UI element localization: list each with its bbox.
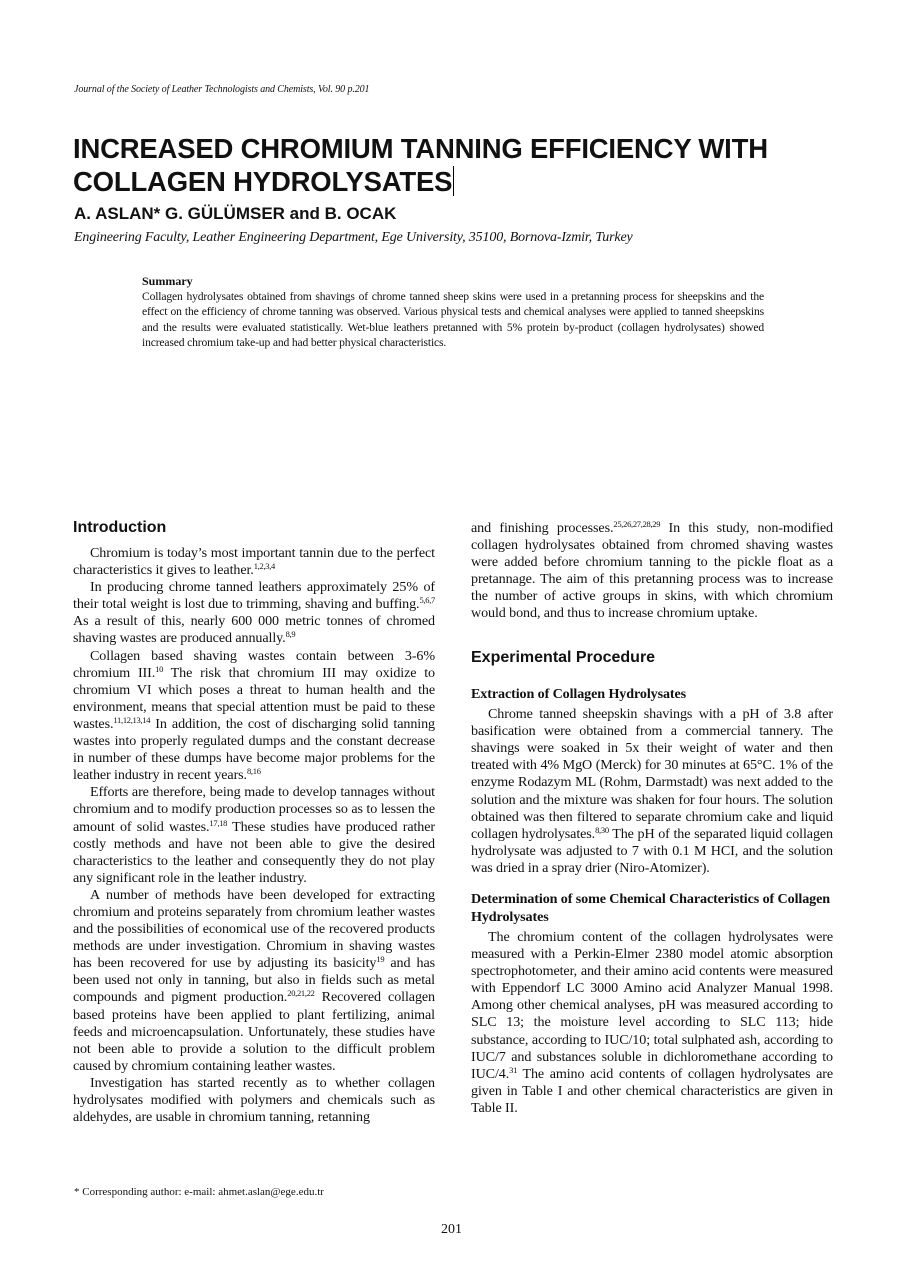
intro-paragraph-2 — [73, 579, 435, 647]
extraction-paragraph — [471, 706, 833, 877]
citation: 11,12,13,14 — [113, 714, 151, 725]
affiliation: Engineering Faculty, Leather Engineering Department, Ege University, 35100, Bornova-Izmir, Turkey — [74, 230, 633, 245]
citation: 8,16 — [246, 766, 261, 777]
summary-heading: Summary — [142, 274, 193, 288]
paragraph-text: Recovered collagen based proteins have been applied to plant fertilizing, animal feeds and microencapsulation. Unfortunately, these studies have not been able to provide a solution to the difficult problem caused by chromium containing leather wastes. — [73, 989, 435, 1074]
determination-heading: Determination of some Chemical Characteristics of Collagen Hydrolysates — [471, 891, 830, 925]
citation: 8,9 — [285, 629, 296, 640]
intro-paragraph-3 — [73, 648, 435, 785]
paragraph-text: The chromium content of the collagen hydrolysates were measured with a Perkin-Elmer 2380 model atomic absorption spectrophotometer, and their amino acid contents were measured with Eppendorf LC 3000 Amino acid Analyzer Manual 1998. Among other chemical analyses, pH was measured according to SLC 13; the moisture level according to SLC 113; hide substance, according to IUC/10; total sulphated ash, according to IUC/7 and substances soluble in dichloromethane according to IUC/4. — [471, 929, 833, 1082]
paragraph-text: Chrome tanned sheepskin shavings with a pH of 3.8 after basification were obtained from a commercial tannery. The shavings were soaked in 5x their weight of water and then treated with 4% MgO (Merck) for 30 minutes at 65°C. 1% of the enzyme Rodazym ML (Rohm, Darmstadt) was next added to the solution and the mixture was shaken for four hours. The solution obtained was then filtered to separate chromium cake and liquid collagen hydrolysates. — [471, 706, 833, 842]
citation: 5,6,7 — [419, 595, 435, 606]
paragraph-text: The amino acid contents of collagen hydrolysates are given in Table I and other chemical characteristics are given in Table II. — [471, 1065, 833, 1116]
paragraph-text: Collagen based shaving wastes contain between 3-6% chromium III. — [73, 647, 435, 681]
text-cursor — [453, 166, 454, 196]
paragraph-text: and finishing processes. — [471, 520, 614, 536]
citation: 31 — [509, 1064, 518, 1075]
intro-paragraph-1 — [73, 545, 435, 579]
title-line-1: INCREASED CHROMIUM TANNING EFFICIENCY WITH — [73, 133, 768, 164]
introduction-heading: Introduction — [73, 519, 167, 536]
determination-paragraph — [471, 929, 833, 1117]
citation: 1,2,3,4 — [253, 561, 276, 572]
citation: 17,18 — [209, 817, 228, 828]
summary-text: Collagen hydrolysates obtained from shavings of chrome tanned sheep skins were used in a pretanning process for sheepskins and the effect on the efficiency of chrome tanning was observed. Various physical tests and chemical analyses were applied to tanned sheepskins and the results were evaluated statistically. Wet-blue leathers pretanned with 5% protein by-product (collagen hydrolysates) showed increased chromium take-up and had better physical characteristics. — [142, 290, 764, 349]
intro-paragraph-6 — [73, 1075, 435, 1126]
paragraph-text: and has been used not only in tanning, but also in fields such as metal compounds and pigment production. — [73, 955, 435, 1006]
citation: 8,30 — [595, 824, 609, 835]
running-head: Journal of the Society of Leather Technologists and Chemists, Vol. 90 p.201 — [74, 84, 370, 95]
page-number: 201 — [441, 1222, 462, 1237]
intro-paragraph-5 — [73, 887, 435, 1075]
paragraph-text: The risk that chromium III may oxidize to chromium VI which poses a threat to human health and the environment, means that special attention must be paid to these wastes. — [73, 664, 435, 732]
paragraph-text: These studies have produced rather costly methods and have not been able to give the desired characteristics to the leather and consequently they do not play any significant role in the leather industry. — [73, 818, 435, 886]
experimental-heading: Experimental Procedure — [471, 648, 656, 666]
corresponding-author-footnote: * Corresponding author: e-mail: ahmet.aslan@ege.edu.tr — [74, 1186, 324, 1198]
paragraph-text: Chromium is today’s most important tannin due to the perfect characteristics it gives to leather. — [73, 545, 435, 579]
paragraph-text: In producing chrome tanned leathers approximately 25% of their total weight is lost due to trimming, shaving and buffing. — [73, 579, 435, 613]
intro-paragraph-4 — [73, 784, 435, 887]
paragraph-text: In addition, the cost of discharging solid tanning wastes into properly regulated dumps and the constant decrease in number of these dumps have become major problems for the leather industry in recent years. — [73, 715, 435, 784]
citation: 20,21,22 — [287, 988, 315, 999]
paragraph-text: A number of methods have been developed for extracting chromium and proteins separately from chromium leather wastes and the possibilities of economical use of the recovered products methods are under investigation. Chromium in shaving wastes has been recovered for use by adjusting its basicity — [73, 886, 435, 972]
paragraph-text: In this study, non-modified collagen hydrolysates obtained from chromed shaving wastes were added before chromium tanning to the pickle float as a pretannage. The aim of this pretanning process was to increase the number of active groups in skins, with which chromium would bond, and thus to increase chromium uptake. — [471, 520, 834, 622]
paragraph-text: As a result of this, nearly 600 000 metric tonnes of chromed shaving wastes are produced annually. — [73, 613, 435, 647]
left-column — [73, 518, 435, 1126]
paragraph-text: Efforts are therefore, being made to develop tannages without chromium and to modify production processes so as to lessen the amount of solid wastes. — [73, 784, 435, 835]
right-column — [471, 520, 833, 1117]
extraction-heading: Extraction of Collagen Hydrolysates — [471, 685, 687, 702]
citation: 19 — [376, 954, 385, 965]
article-title — [73, 132, 833, 198]
summary-block — [142, 274, 764, 350]
citation: 25,26,27,28,29 — [613, 519, 661, 529]
citation: 10 — [155, 663, 164, 674]
intro-continuation — [471, 520, 833, 623]
paragraph-text: Investigation has started recently as to whether collagen hydrolysates modified with polymers and chemicals such as aldehydes, are usable in chromium tanning, retanning — [73, 1074, 435, 1126]
authors: A. ASLAN* G. GÜLÜMSER and B. OCAK — [74, 204, 397, 223]
paragraph-text: The pH of the separated liquid collagen hydrolysate was adjusted to 7 with 0.1 M HCI, and the solution was dried in a spray drier (Niro-Atomizer). — [471, 825, 833, 876]
title-line-2: COLLAGEN HYDROLYSATES — [73, 166, 453, 197]
